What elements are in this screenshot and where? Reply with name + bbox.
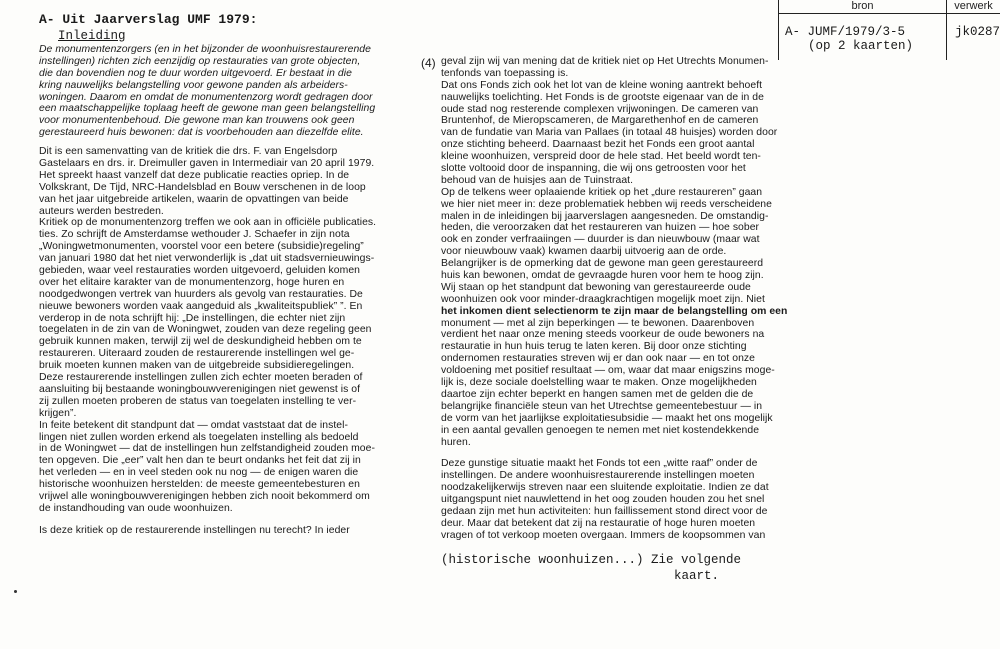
text-line: deur. Maar dat betekent dat zij na restauratie of hoge huren moeten — [441, 517, 756, 529]
blank-line — [441, 448, 816, 458]
text-line: geval zijn wij van mening dat de kritiek niet op Het Utrechts Monumen- — [441, 56, 769, 67]
text-line: Deze gunstige situatie maakt het Fonds tot een „witte raaf” onder de — [441, 458, 758, 470]
text-line: uitgangspunt niet nauwlettend in het oog zouden houden zou het snel — [441, 494, 765, 506]
text-line: Belangrijker is de opmerking dat de gewone man geen gerestaureerd — [441, 258, 764, 270]
text-line: restauratie in hun huis terug te laten keren. Bij door onze stichting — [441, 341, 747, 353]
blank-line — [39, 139, 414, 146]
text-line: toegelaten in de zin van de Woningwet, zouden van deze regeling geen — [39, 324, 372, 336]
text-line: woonhuizen ook voor minder-draagkrachtigen mogelijk moet zijn. Niet — [441, 293, 765, 305]
text-line: malen in de inleidingen bij jaarverslagen aangesneden. De omstandig- — [441, 210, 769, 222]
text-line: kring nauwelijks belangstelling voor gewone panden als arbeiders- — [39, 79, 348, 91]
text-line: vrijwel alle woningbouwverenigingen hebben zich nooit bekommerd om — [39, 490, 370, 502]
text-line: daartoe zijn echter beperkt en hangen samen met de gelden die de — [441, 388, 754, 400]
text-line: Volkskrant, De Tijd, NRC-Handelsblad en Bouw verschenen in de loop — [39, 181, 366, 193]
text-line: van januari 1980 dat het niet verwonderlijk is „dat uit stadsvernieuwings- — [39, 253, 375, 265]
text-line: een maatschappelijke toplaag heeft de gewone man geen belangstelling — [39, 103, 376, 115]
text-line: slotte voltooid door de inspanning, die wij ons getroosten voor het — [441, 163, 746, 175]
text-line: we hier niet meer in: deze problematiek hebben wij reeds verscheidene — [441, 198, 772, 210]
text-line: instellingen. De andere woonhuisrestaurerende instellingen moeten — [441, 470, 755, 482]
text-line: noodzakelijkerwijs streven naar een sluitende exploitatie. Indien ze dat — [441, 482, 769, 494]
text-line: onze stichting beheerd. Daarnaast bezit het Fonds een groot aantal — [441, 139, 755, 151]
verwerk-code: jk0287 — [955, 25, 1000, 39]
text-line: nauwelijks toelichting. Het Fonds is de grootste eigenaar van de in de — [441, 91, 764, 103]
text-line: gerestaureerd huis bewonen: dat is voorbehouden aan diezelfde elite. — [39, 127, 364, 139]
text-line: Op de telkens weer oplaaiende kritiek op het „dure restaureren” gaan — [441, 186, 763, 198]
text-line: Gastelaars en drs. ir. Dreimuller gaven in Intermediair van 20 april 1979. — [39, 158, 375, 170]
text-line: in de Woningwet — dat de instellingen hun zelfstandigheid zouden moe- — [39, 443, 375, 455]
text-line: Kritiek op de monumentenzorg treffen we ook aan in officiële publicaties. — [39, 217, 377, 229]
ink-dot — [14, 590, 17, 593]
bron-reference: A- JUMF/1979/3-5 — [785, 25, 906, 39]
left-text-column — [39, 44, 414, 537]
text-line: noodgedwongen vertrek van huurders als gevolg van restauraties. De — [39, 288, 363, 300]
text-line: nieuwe bewoners worden vaak aangeduid als „kwaliteitspubliek” ”. En — [39, 300, 363, 312]
text-line: kleine woonhuizen, verspreid door de hele stad. Het beeld wordt ten- — [441, 151, 761, 163]
text-line: lingen niet zullen worden erkend als toegelaten instelling als bedoeld — [39, 431, 359, 443]
text-line: In feite betekent dit standpunt dat — omdat vaststaat dat de instel- — [39, 419, 348, 431]
text-line: het verleden — en in veel steden ook nu nog — de enigen waren die — [39, 467, 359, 479]
text-line: Dit is een samenvatting van de kritiek die drs. F. van Engelsdorp — [39, 146, 338, 158]
bron-note: (op 2 kaarten) — [808, 39, 914, 53]
text-line: Wij staan op het standpunt dat bewoning van gerestaureerde oude — [441, 281, 751, 293]
text-line: krijgen”. — [39, 407, 77, 419]
text-line: voldoening met positief resultaat — om, waar dat maar enigszins moge- — [441, 365, 775, 377]
text-line: oude stad nog resterende complexen vrijwoningen. De cameren van — [441, 103, 759, 115]
text-line: bruik moeten kunnen maken van de uitgebreide subsidieregelingen. — [39, 360, 355, 372]
text-line: tenfonds van toepassing is. — [441, 67, 569, 79]
text-line: instellingen) richten zich eenzijdig op restauraties van grote objecten, — [39, 55, 361, 67]
verwerk-header: verwerk — [954, 0, 993, 12]
text-line: gebieden, waar veel restauraties worden uitgevoerd, geluiden komen — [39, 265, 360, 277]
text-line: gebruik kunnen maken, terwijl zij wel de deskundigheid hebben om te — [39, 336, 362, 348]
continuation-note: (historische woonhuizen...) Zie volgende — [441, 553, 742, 567]
text-line: aansluiting bij bestaande woningbouwverenigingen niet gewenst is of — [39, 383, 361, 395]
document-title: A- Uit Jaarverslag UMF 1979: — [39, 12, 258, 27]
text-line: huren. — [441, 436, 471, 448]
text-line: woningen. Daarom en omdat de monumentenzorg wordt gedragen door — [39, 91, 373, 103]
text-line: Dat ons Fonds zich ook het lot van de kleine woning aantrekt behoeft — [441, 79, 763, 91]
bron-header: bron — [851, 0, 874, 12]
text-line: monument — met al zijn beperkingen — te bewonen. Daarenboven — [441, 317, 755, 329]
section-heading: Inleiding — [58, 29, 126, 43]
bold-text-line: het inkomen dient selectienorm te zijn maar de belangstelling om een — [441, 305, 788, 317]
text-line: over het elitaire karakter van de monumentenzorg, hoge huren en — [39, 276, 345, 288]
continuation-note-end: kaart. — [674, 569, 720, 583]
text-line: heden, die veroorzaken dat het restaureren van huizen — hoe sober — [441, 222, 760, 234]
text-line: verderop in de nota schrijft hij: „De instellingen, die echter niet zijn — [39, 312, 346, 324]
text-line: in een aantal gevallen genoegen te nemen met niet kostendekkende — [441, 424, 760, 436]
page-marker: (4) — [421, 56, 436, 70]
text-line: Het spreekt haast vanzelf dat deze publicatie reacties opriep. In de — [39, 169, 350, 181]
text-line: belangrijke financiële steun van het Utrechtse gemeentebestuur — in — [441, 400, 763, 412]
text-line: lijk is, deze sociale doelstelling waar te maken. Onze mogelijkheden — [441, 377, 757, 389]
text-line: Bruntenhof, de Mieropscameren, de Margarethenhof en de cameren — [441, 115, 759, 127]
text-line: auteurs werden bestreden. — [39, 205, 164, 217]
text-line: gedaan zijn met hun activiteiten: hun faillissement stond direct voor de — [441, 505, 768, 517]
text-line: behoud van de huisjes aan de Tuinstraat. — [441, 174, 634, 186]
text-line: verdient het naar onze mening steeds voorkeur de oude bewoners na — [441, 329, 765, 341]
text-line: voor monumentenbehoud. Die gewone man kan trouwens ook geen — [39, 115, 355, 127]
text-line: ties. Zo schrijft de Amsterdamse wethouder J. Schaefer in zijn nota — [39, 229, 350, 241]
text-line: voor nieuwbouw vaak) kwamen daarbij uitvoerig aan de orde. — [441, 246, 727, 258]
right-text-column — [441, 56, 816, 542]
text-line: van het jaar uitgebreide artikelen, waarin de opvattingen van beide — [39, 193, 349, 205]
text-line: Is deze kritiek op de restaurerende instellingen nu terecht? In ieder — [39, 524, 350, 536]
text-line: de instandhouding van oude woonhuizen. — [39, 502, 233, 514]
text-line: ten opgeven. Die „eer” valt hen dan te beurt ondanks het feit dat zij in — [39, 455, 361, 467]
text-line: Deze restaurerende instellingen zullen zich echter moeten beraden of — [39, 372, 363, 384]
text-line: ondernomen restauraties streven wij er dan ook naar — en tot onze — [441, 353, 755, 365]
text-line: historische woonhuizen herstelden: de meeste gemeentebesturen en — [39, 479, 360, 491]
text-line: van de fundatie van Maria van Pallaes (in totaal 48 huisjes) worden door — [441, 127, 778, 139]
text-line: de vorm van het jaarlijkse exploitatiesubsidie — maakt het ons mogelijk — [441, 412, 773, 424]
blank-line — [39, 515, 414, 525]
text-line: restaureren. Uiteraard zouden de restaurerende instellingen wel ge- — [39, 348, 355, 360]
text-line: „Woningwetmonumenten, voorstel voor een betere (subsidie)regeling” — [39, 241, 364, 253]
text-line: De monumentenzorgers (en in het bijzonder de woonhuisrestaurerende — [39, 44, 371, 55]
text-line: zij zullen moeten proberen de status van toegelaten instelling te ver- — [39, 395, 357, 407]
text-line: huis kan bewonen, omdat de gevraagde huren voor hem te hoog zijn. — [441, 270, 764, 282]
text-line: vragen of tot verkoop moeten overgaan. Immers de koopsommen van — [441, 529, 766, 541]
text-line: ook en zonder verfraaiingen — duurder is dan nieuwbouw (maar wat — [441, 234, 760, 246]
text-line: die dan bovendien nog te duur worden uitgevoerd. Er bestaat in die — [39, 67, 352, 79]
